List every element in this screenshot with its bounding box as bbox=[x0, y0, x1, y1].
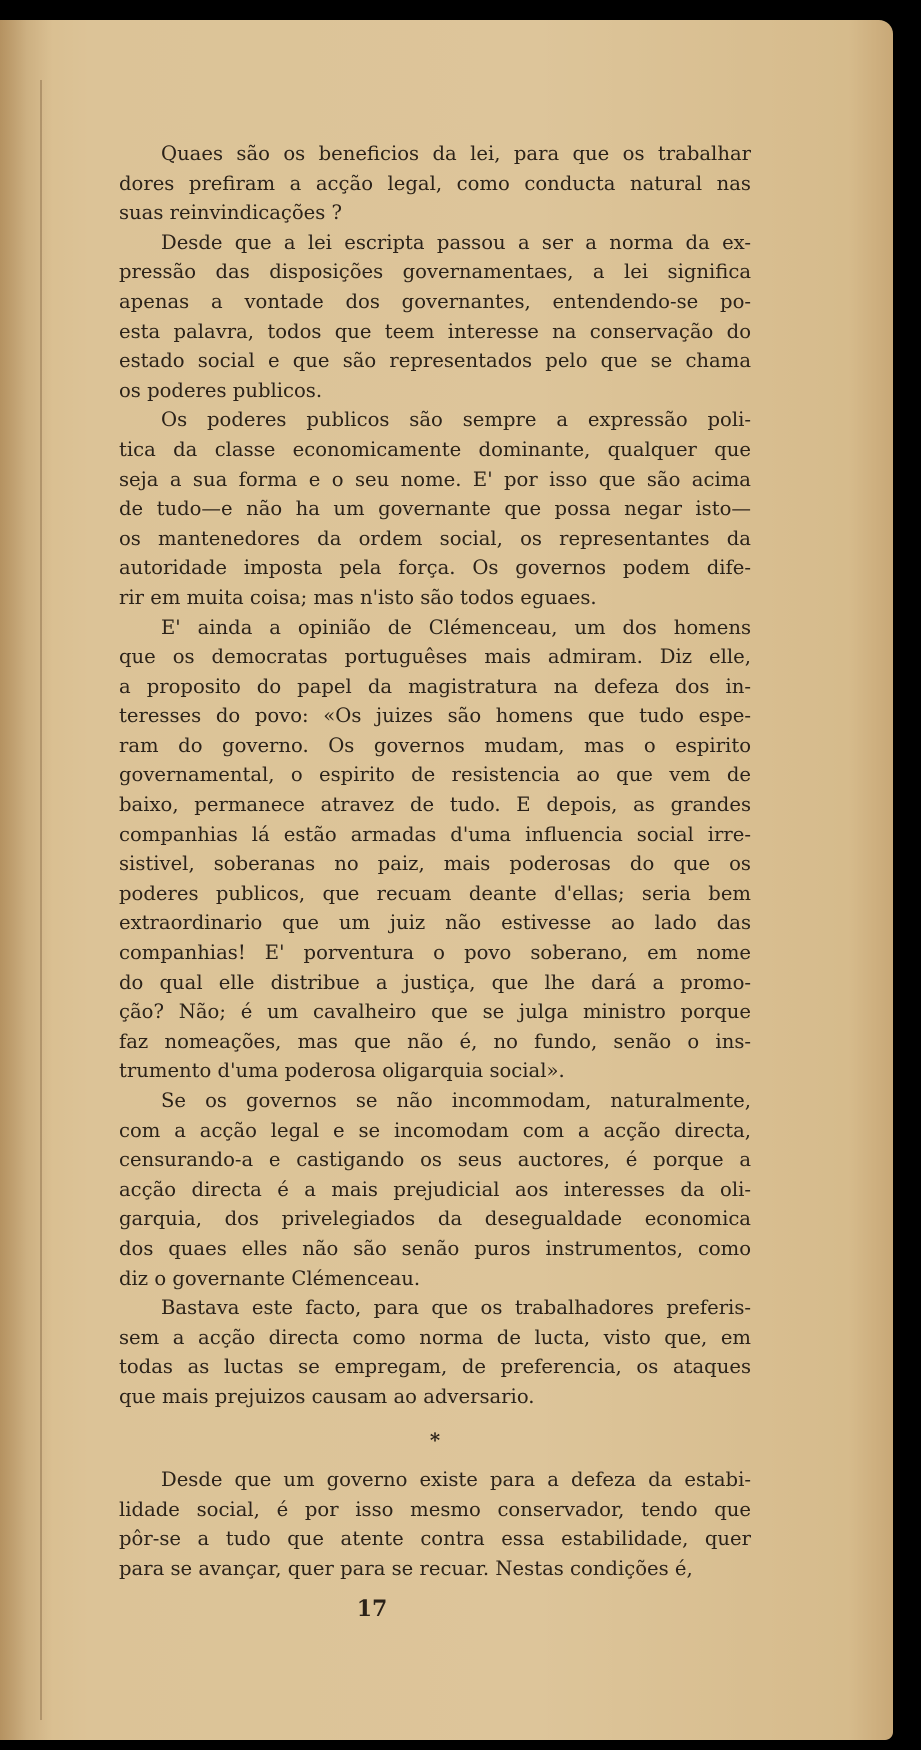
text-line: rir em muita coisa; mas n'isto são todos eguaes. bbox=[119, 585, 597, 609]
text-line: apenas a vontade dos governantes, entendendo-se po- bbox=[119, 289, 751, 313]
text-line: acção directa é a mais prejudicial aos interesses da oli- bbox=[119, 1177, 751, 1201]
text-line: garquia, dos privelegiados da desegualdade economica bbox=[119, 1207, 751, 1231]
text-line: com a acção legal e se incomodam com a acção directa, bbox=[119, 1118, 751, 1142]
text-line: os mantenedores da ordem social, os representantes da bbox=[119, 526, 751, 550]
text-line: de tudo—e não ha um governante que possa negar isto— bbox=[119, 497, 751, 521]
text-line: pressão das disposições governamentaes, a lei significa bbox=[119, 260, 751, 284]
text-line: companhias lá estão armadas d'uma influencia social irre- bbox=[119, 822, 751, 846]
text-line: Se os governos se não incommodam, naturalmente, bbox=[161, 1089, 751, 1112]
text-line: tica da classe economicamente dominante, qualquer que bbox=[119, 437, 751, 461]
text-line: faz nomeações, mas que não é, no fundo, senão o ins- bbox=[119, 1029, 751, 1053]
text-line: companhias! E' porventura o povo soberano, em nome bbox=[119, 941, 751, 965]
text-line: todas as luctas se empregam, de preferencia, os ataques bbox=[119, 1355, 751, 1379]
paragraph-container bbox=[119, 139, 751, 1584]
text-line: dores prefiram a acção legal, como conducta natural nas bbox=[119, 171, 751, 195]
text-line: ção? Não; é um cavalheiro que se julga ministro porque bbox=[119, 1000, 751, 1024]
text-line: do qual elle distribue a justiça, que lhe dará a promo- bbox=[119, 970, 751, 994]
text-line: que mais prejuizos causam ao adversario. bbox=[119, 1384, 535, 1408]
paragraph bbox=[119, 1293, 751, 1411]
paragraph bbox=[119, 613, 751, 1087]
book-page bbox=[0, 20, 893, 1740]
text-line: dos quaes elles não são senão puros instrumentos, como bbox=[119, 1236, 751, 1260]
text-line: poderes publicos, que recuam deante d'ellas; seria bem bbox=[119, 881, 751, 905]
text-line: trumento d'uma poderosa oligarquia social». bbox=[119, 1059, 565, 1083]
paragraph bbox=[119, 1086, 751, 1293]
text-line: Bastava este facto, para que os trabalhadores preferis- bbox=[161, 1296, 751, 1320]
text-line: governamental, o espirito de resistencia ao que vem de bbox=[119, 763, 751, 787]
text-line: pôr-se a tudo que atente contra essa estabilidade, quer bbox=[119, 1527, 751, 1551]
text-line: esta palavra, todos que teem interesse na conservação do bbox=[119, 319, 751, 343]
paragraph bbox=[119, 228, 751, 406]
body-text bbox=[119, 139, 751, 1584]
page-fold-crease bbox=[40, 80, 42, 1720]
text-line: para se avançar, quer para se recuar. Nestas condições é, bbox=[119, 1556, 693, 1580]
text-line: censurando-a e castigando os seus auctores, é porque a bbox=[119, 1148, 751, 1172]
text-line: diz o governante Clémenceau. bbox=[119, 1266, 421, 1290]
text-line: suas reinvindicações ? bbox=[119, 201, 343, 225]
text-line: estado social e que são representados pelo que se chama bbox=[119, 349, 751, 373]
text-line: sistivel, soberanas no paiz, mais poderosas do que os bbox=[119, 852, 751, 876]
text-line: extraordinario que um juiz não estivesse ao lado das bbox=[119, 911, 751, 935]
text-line: que os democratas portuguêses mais admiram. Diz elle, bbox=[119, 645, 751, 669]
text-line: lidade social, é por isso mesmo conservador, tendo que bbox=[119, 1497, 751, 1521]
paragraph bbox=[119, 139, 751, 228]
text-line: a proposito do papel da magistratura na defeza dos in- bbox=[119, 674, 751, 698]
page-number: 17 bbox=[356, 1596, 388, 1622]
text-line: E' ainda a opinião de Clémenceau, um dos homens bbox=[161, 615, 751, 639]
text-line: Os poderes publicos são sempre a expressão poli- bbox=[161, 408, 751, 432]
text-line: Quaes são os beneficios da lei, para que os trabalhar bbox=[161, 142, 751, 165]
text-line: baixo, permanece atravez de tudo. E depois, as grandes bbox=[119, 793, 751, 817]
section-separator: * bbox=[429, 1428, 441, 1452]
paragraph bbox=[119, 405, 751, 612]
text-line: sem a acção directa como norma de lucta, visto que, em bbox=[119, 1325, 751, 1349]
text-line: Desde que um governo existe para a defeza da estabi- bbox=[161, 1468, 751, 1492]
text-line: seja a sua forma e o seu nome. E' por isso que são acima bbox=[119, 467, 751, 491]
text-line: Desde que a lei escripta passou a ser a norma da ex- bbox=[161, 230, 751, 254]
text-line: teresses do povo: «Os juizes são homens que tudo espe- bbox=[119, 704, 751, 728]
text-line: os poderes publicos. bbox=[119, 378, 323, 402]
text-line: autoridade imposta pela força. Os governos podem dife- bbox=[119, 556, 751, 580]
text-line: ram do governo. Os governos mudam, mas o espirito bbox=[119, 733, 751, 757]
paragraph bbox=[119, 1465, 751, 1583]
